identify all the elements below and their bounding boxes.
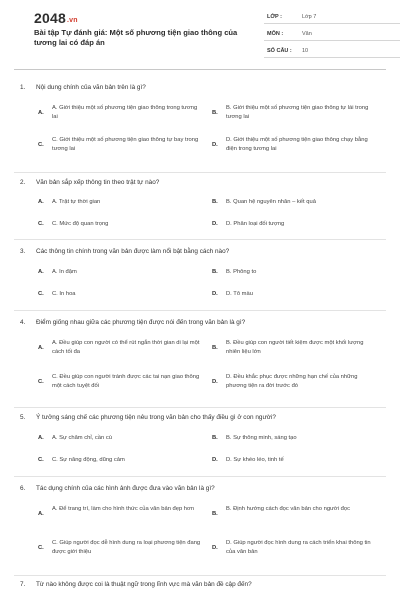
option-letter: B. — [212, 110, 218, 116]
question-divider — [14, 476, 386, 477]
option-text: B. Đều giúp con người tiết kiệm được một khối lượng nhiên liệu lớn — [226, 340, 364, 355]
option-text: C. Sự năng động, dũng cảm — [52, 457, 125, 463]
page-title: Bài tập Tự đánh giá: Một số phương tiện giao thông của tương lai có đáp án — [34, 28, 238, 47]
option-text: B. Sự thông minh, sáng tạo — [226, 435, 297, 441]
option-letter: C. — [38, 379, 44, 385]
question-number: 6. — [20, 485, 26, 492]
option-letter: C. — [38, 457, 44, 463]
question-number: 2. — [20, 179, 26, 186]
meta-value: Văn — [302, 31, 312, 37]
option-text: D. Tô màu — [226, 291, 253, 297]
question-divider — [14, 172, 386, 173]
option-letter: A. — [38, 269, 44, 275]
logo-text: 2048 — [34, 10, 66, 26]
question-text: Văn bản sắp xếp thông tin theo trật tự nào? — [36, 179, 160, 186]
question-divider — [14, 310, 386, 311]
question-stem — [20, 485, 215, 492]
question-divider — [14, 239, 386, 240]
option-letter: A. — [38, 345, 44, 351]
option-text: C. Mức độ quan trọng — [52, 221, 109, 227]
meta-value: Lớp 7 — [302, 14, 317, 20]
site-logo[interactable] — [34, 10, 78, 26]
question-stem — [20, 414, 276, 421]
meta-table — [264, 10, 400, 61]
question-text: Nội dung chính của văn bản trên là gì? — [36, 84, 146, 91]
question-stem — [20, 248, 229, 255]
option-text: A. Giới thiệu một số phương tiện giao thông trong tương lai — [52, 105, 198, 120]
option-letter: D. — [212, 221, 218, 227]
question-number: 1. — [20, 84, 26, 91]
question-number: 4. — [20, 319, 26, 326]
option-letter: D. — [212, 457, 218, 463]
option-text: D. Đều khắc phục được những hạn chế của những phương tiện ra đời trước đó — [226, 374, 358, 389]
question-text: Các thông tin chính trong văn bản được làm nổi bật bằng cách nào? — [36, 248, 230, 255]
option-text: D. Giới thiệu một số phương tiện giao thông chạy bằng điện trong tương lai — [226, 137, 368, 152]
meta-row-class — [264, 10, 400, 24]
option-text: D. Sự khéo léo, tinh tế — [226, 457, 284, 463]
meta-row-subject — [264, 27, 400, 41]
option-text: A. Đều giúp con người có thể rút ngắn thời gian di lại một cách tối đa — [52, 340, 200, 355]
logo-suffix: .vn — [66, 17, 78, 24]
meta-label: LỚP : — [267, 14, 282, 20]
question-stem — [20, 581, 252, 588]
option-text: B. Định hướng cách đọc văn bản cho người đọc — [226, 506, 350, 512]
option-text: D. Giúp người đọc hình dung ra cách triển khai thông tin của văn bản — [226, 540, 371, 555]
option-letter: C. — [38, 545, 44, 551]
question-text: Điểm giống nhau giữa các phương tiện được nói đến trong văn bản là gì? — [36, 319, 246, 326]
meta-label: MÔN : — [267, 31, 284, 37]
option-text: A. Để trang trí, làm cho hình thức của văn bản đẹp hơn — [52, 506, 195, 512]
option-letter: B. — [212, 511, 218, 517]
question-divider — [14, 575, 386, 576]
option-letter: A. — [38, 511, 44, 517]
meta-label: SỐ CÂU : — [267, 48, 292, 54]
header-divider — [14, 69, 386, 70]
question-stem — [20, 319, 245, 326]
meta-row-count — [264, 44, 400, 58]
question-number: 5. — [20, 414, 26, 421]
option-text: C. In hoa — [52, 291, 76, 297]
meta-value: 10 — [302, 48, 309, 54]
option-text: A. In đậm — [52, 269, 77, 275]
question-number: 3. — [20, 248, 26, 255]
question-text: Từ nào không được coi là thuật ngữ trong lĩnh vực mà văn bản đề cập đến? — [36, 581, 252, 588]
option-letter: D. — [212, 379, 218, 385]
option-letter: D. — [212, 142, 218, 148]
question-text: Tác dụng chính của các hình ảnh được đưa vào văn bản là gì? — [36, 485, 215, 492]
question-stem — [20, 179, 159, 186]
option-letter: A. — [38, 110, 44, 116]
document-header — [14, 0, 386, 70]
option-letter: B. — [212, 199, 218, 205]
option-letter: B. — [212, 435, 218, 441]
option-letter: C. — [38, 142, 44, 148]
option-letter: B. — [212, 345, 218, 351]
option-text: B. Giới thiệu một số phương tiện giao thông tự lái trong tương lai — [226, 105, 369, 120]
option-text: A. Sự chăm chỉ, cần cù — [52, 435, 112, 441]
option-letter: B. — [212, 269, 218, 275]
option-text: B. Phông to — [226, 269, 257, 275]
option-letter: D. — [212, 291, 218, 297]
option-text: C. Giúp người đọc dễ hình dung ra loại phương tiện đang được giới thiệu — [52, 540, 201, 555]
option-letter: A. — [38, 199, 44, 205]
option-text: B. Quan hệ nguyên nhân – kết quả — [226, 199, 316, 205]
option-text: C. Đều giúp con người tránh được các tai nạn giao thông một cách tuyệt đối — [52, 374, 200, 389]
option-letter: C. — [38, 221, 44, 227]
option-letter: C. — [38, 291, 44, 297]
question-text: Ý tưởng sáng chế các phương tiện nêu trong văn bản cho thấy điều gì ở con người? — [36, 414, 276, 421]
option-text: A. Trật tự thời gian — [52, 199, 101, 205]
option-letter: A. — [38, 435, 44, 441]
question-number: 7. — [20, 581, 26, 588]
option-text: D. Phân loại đối tượng — [226, 221, 285, 227]
question-divider — [14, 407, 386, 408]
question-stem — [20, 84, 146, 91]
option-text: C. Giới thiệu một số phương tiện giao thông tự bay trong tương lai — [52, 137, 199, 152]
option-letter: D. — [212, 545, 218, 551]
